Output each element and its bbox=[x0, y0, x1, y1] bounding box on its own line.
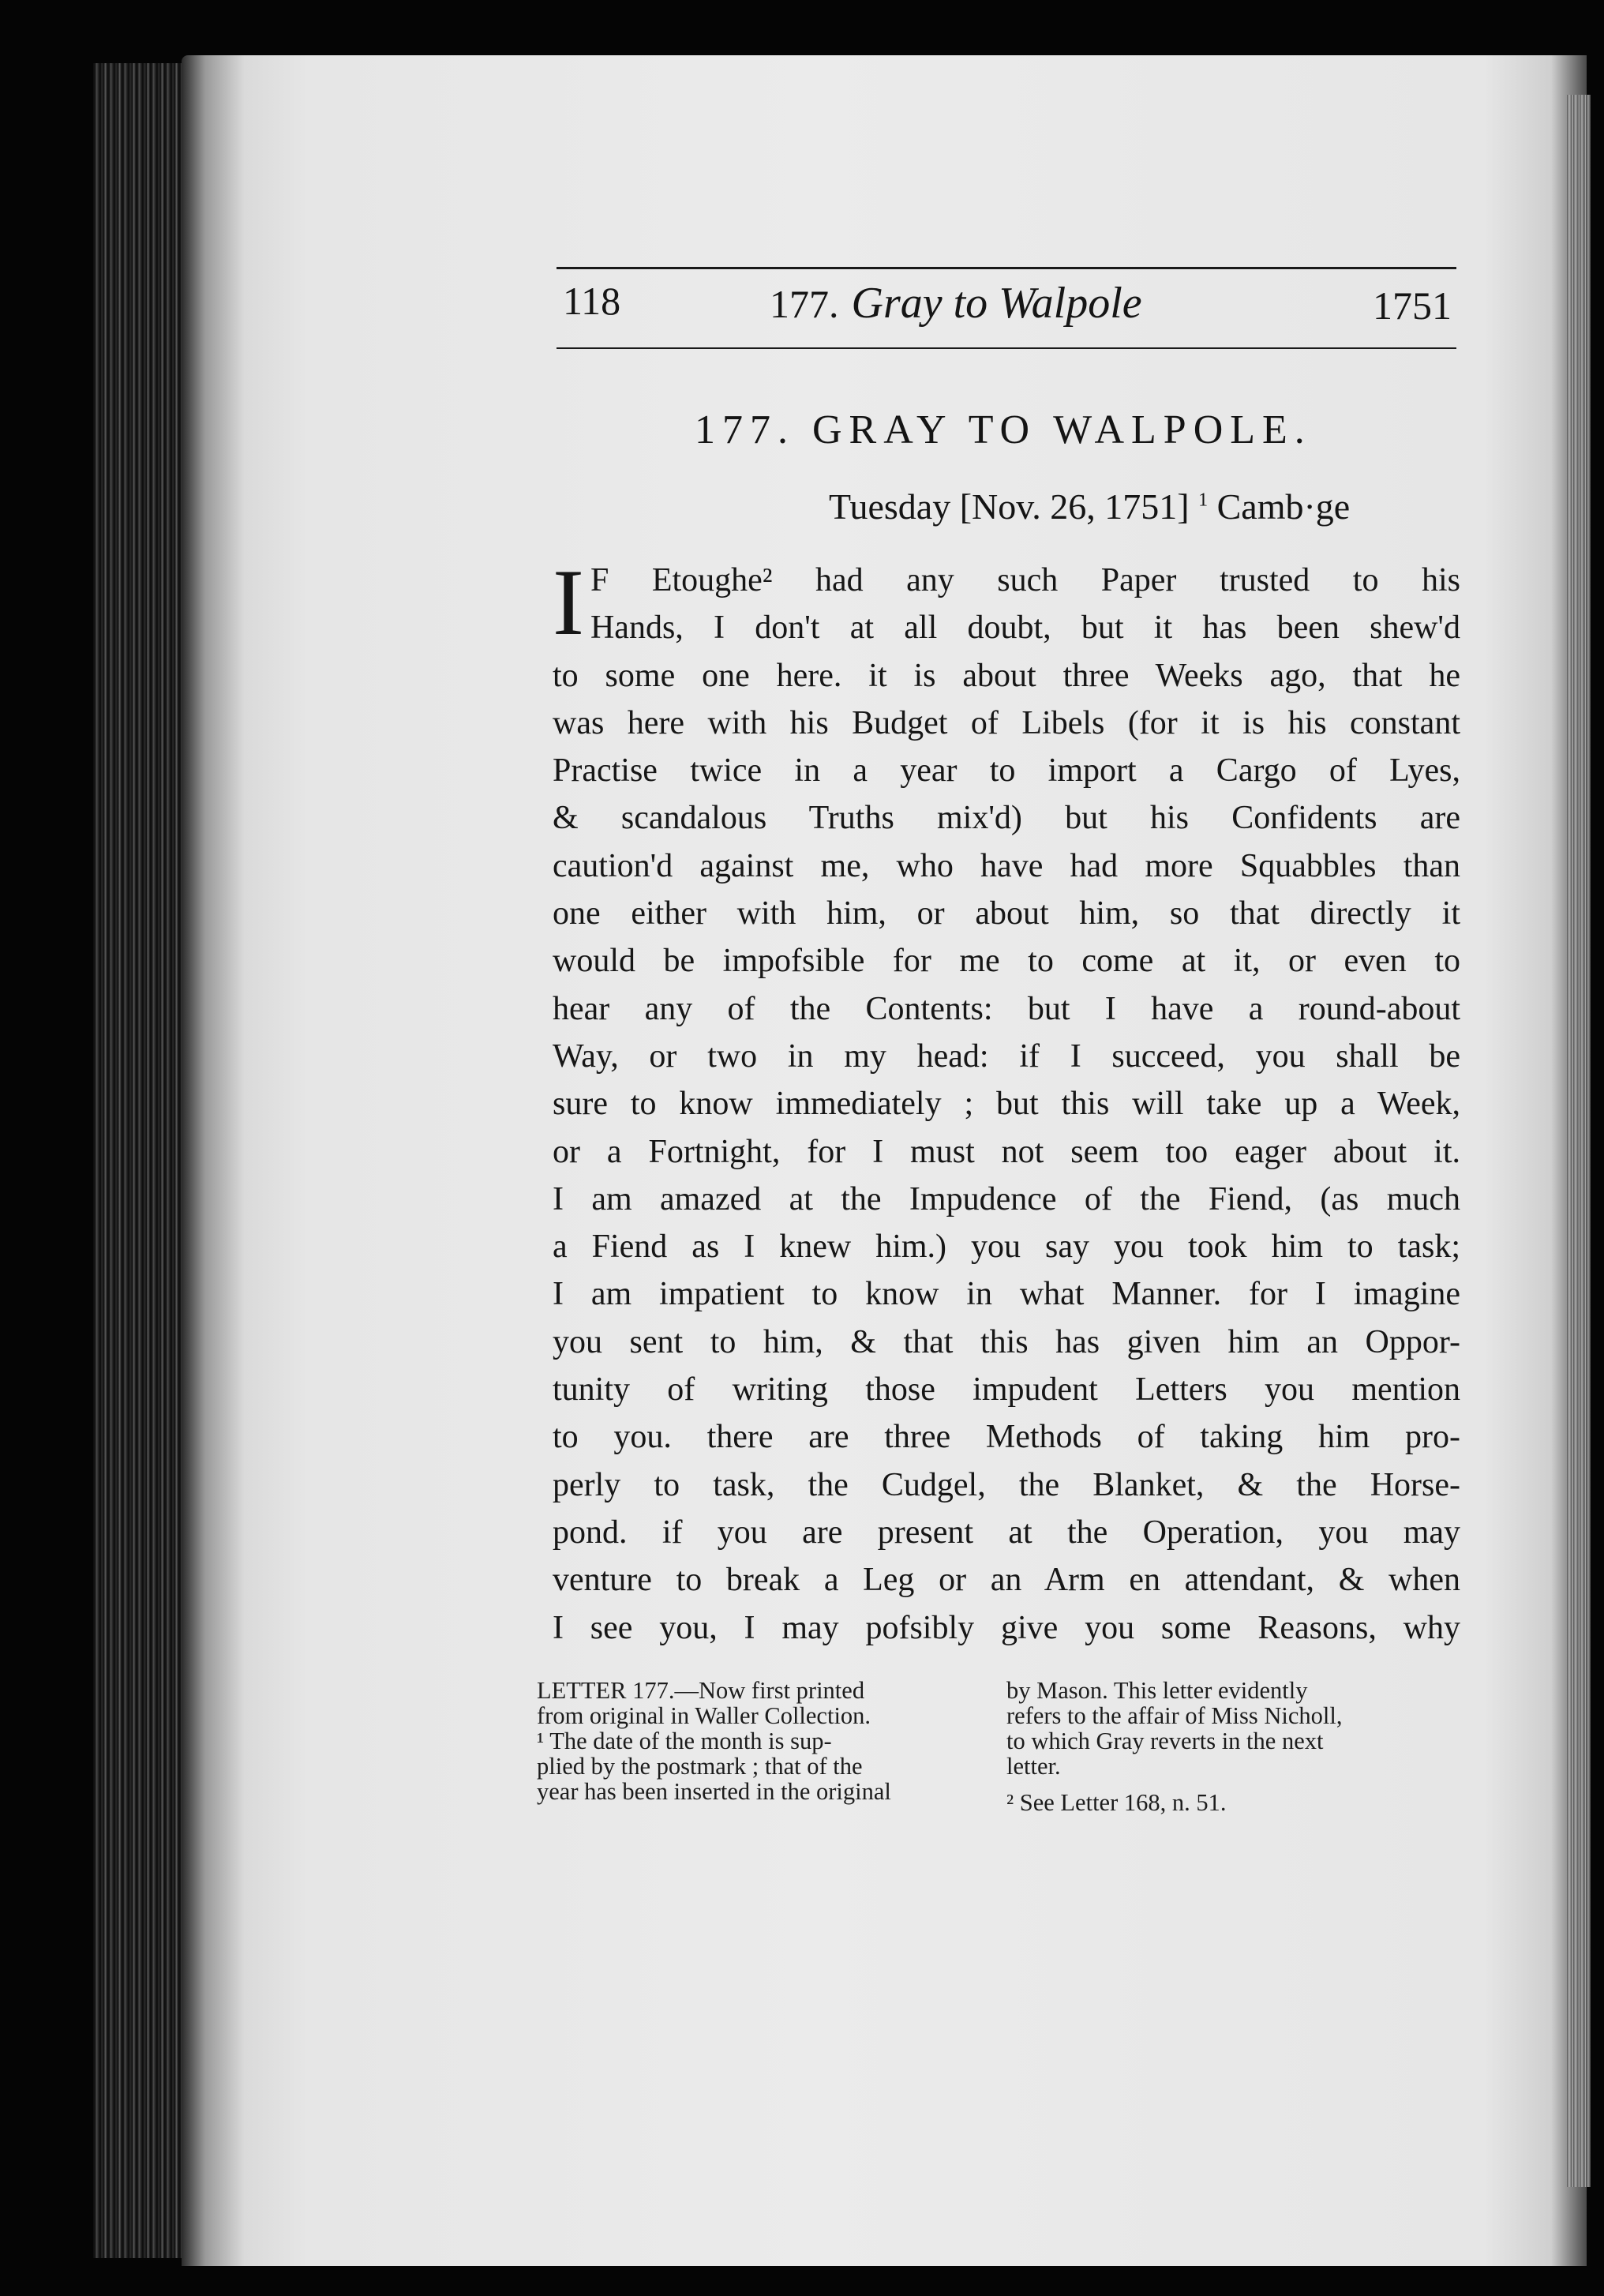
body-line: you sent to him, & that this has given him an Oppor- bbox=[553, 1323, 1460, 1360]
letter-body bbox=[553, 550, 1460, 1652]
body-line: F Etoughe² had any such Paper trusted to his bbox=[590, 562, 1460, 598]
body-line: I am amazed at the Impudence of the Fiend, (as much bbox=[553, 1180, 1460, 1217]
body-line: sure to know immediately ; but this will take up a Week, bbox=[553, 1086, 1460, 1123]
body-line: & scandalous Truths mix'd) but his Confidents are bbox=[553, 800, 1460, 837]
footnote-line: LETTER 177.—Now first printed bbox=[537, 1677, 865, 1704]
footnotes-right-column bbox=[1006, 1678, 1437, 1815]
body-line: or a Fortnight, for I must not seem too eager about it. bbox=[553, 1133, 1460, 1170]
body-line: I see you, I may pofsibly give you some Reasons, why bbox=[553, 1609, 1460, 1646]
body-line: to you. there are three Methods of taking him pro- bbox=[553, 1419, 1460, 1456]
footnote-line: plied by the postmark ; that of the bbox=[537, 1753, 863, 1780]
body-line: tunity of writing those impudent Letters you mention bbox=[553, 1371, 1460, 1409]
body-line: Hands, I don't at all doubt, but it has been shew'd bbox=[590, 610, 1460, 647]
footnote-line: ¹ The date of the month is sup- bbox=[537, 1728, 832, 1754]
drop-cap: I bbox=[553, 550, 584, 655]
body-line: pond. if you are present at the Operation, you may bbox=[553, 1514, 1460, 1551]
dateline-note-ref: 1 bbox=[1198, 490, 1209, 511]
running-head-title-text: Gray to Walpole bbox=[851, 279, 1142, 328]
body-line: perly to task, the Cudgel, the Blanket, & the Horse- bbox=[553, 1466, 1460, 1503]
running-head bbox=[557, 267, 1456, 354]
body-line: was here with his Budget of Libels (for it is his constant bbox=[553, 704, 1460, 741]
footnote-line: to which Gray reverts in the next bbox=[1006, 1728, 1324, 1754]
body-line: caution'd against me, who have had more Squabbles than bbox=[553, 847, 1460, 884]
dateline-date: Tuesday [Nov. 26, 1751] bbox=[829, 486, 1199, 527]
running-head-top-rule bbox=[557, 267, 1456, 269]
footnote-line: letter. bbox=[1006, 1753, 1061, 1780]
body-line: to some one here. it is about three Weeks ago, that he bbox=[553, 657, 1460, 694]
running-head-letter-number: 177. bbox=[770, 282, 839, 326]
page-number: 118 bbox=[563, 279, 621, 323]
running-head-title bbox=[770, 278, 1142, 328]
footnote-line: year has been inserted in the original bbox=[537, 1778, 891, 1805]
body-line: hear any of the Contents: but I have a round-about bbox=[553, 990, 1460, 1027]
footnote-line: by Mason. This letter evidently bbox=[1006, 1677, 1308, 1704]
body-line: one either with him, or about him, so that directly it bbox=[553, 895, 1460, 932]
dateline-place: Camb·ge bbox=[1208, 486, 1351, 527]
footnotes-left-column bbox=[537, 1678, 967, 1804]
running-head-year: 1751 bbox=[1373, 283, 1452, 328]
running-head-bottom-rule bbox=[557, 347, 1456, 349]
body-line: a Fiend as I knew him.) you say you took him to task; bbox=[553, 1229, 1460, 1266]
page-edges-right bbox=[1567, 95, 1591, 2187]
letter-heading: 177. GRAY TO WALPOLE. bbox=[695, 407, 1312, 452]
footnote-line: from original in Waller Collection. bbox=[537, 1702, 871, 1729]
footnote-line: refers to the affair of Miss Nicholl, bbox=[1006, 1702, 1343, 1729]
dateline bbox=[829, 486, 1350, 527]
footnote-line: ² See Letter 168, n. 51. bbox=[1006, 1789, 1227, 1816]
body-line: I am impatient to know in what Manner. for I imagine bbox=[553, 1276, 1460, 1313]
body-line: Way, or two in my head: if I succeed, you shall be bbox=[553, 1037, 1460, 1075]
body-line: would be impofsible for me to come at it, or even to bbox=[553, 943, 1460, 980]
body-line: Practise twice in a year to import a Cargo of Lyes, bbox=[553, 752, 1460, 790]
body-line: venture to break a Leg or an Arm en attendant, & when bbox=[553, 1562, 1460, 1599]
